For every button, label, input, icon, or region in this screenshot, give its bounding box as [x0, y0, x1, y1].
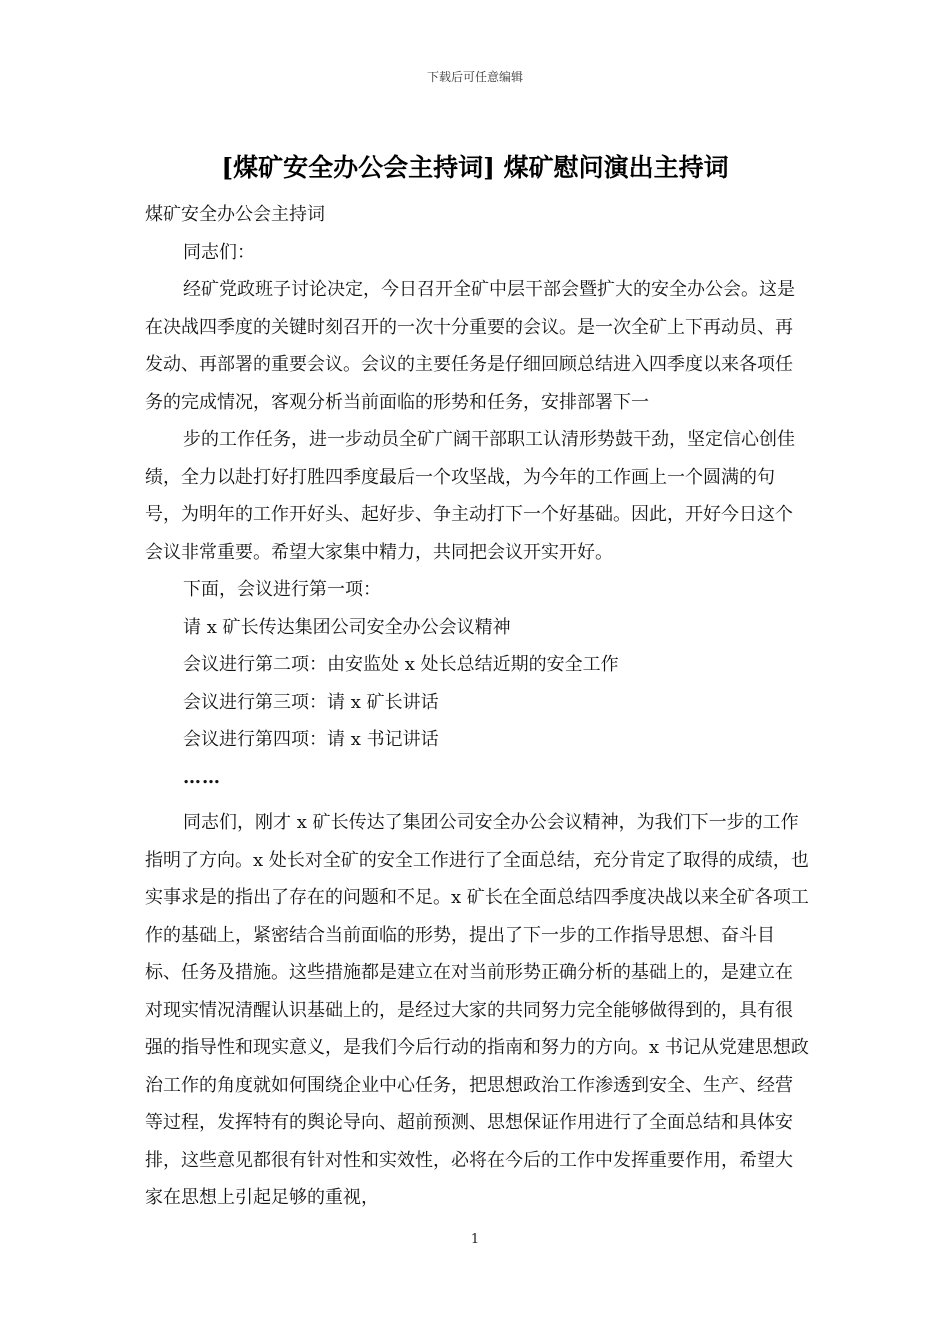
- page-number: 1: [470, 1232, 480, 1247]
- agenda-item-4: 会议进行第四项：请 x 书记讲话: [183, 729, 439, 750]
- greeting: 同志们：: [183, 241, 255, 263]
- paragraph-3: 同志们，刚才 x 矿长传达了集团公司安全办公会议精神，为我们下一步的工作指明了方向。x 处长对全矿的安全工作进行了全面总结，充分肯定了取得的成绩，也实事求是的指出了存在的问题和不足。x 矿长在全面总结四季度决战以来全矿各项工作的基础上，紧密结合当前面临的形势，提出了下一步的工作指导思想、奋斗目标、任务及措施。这些措施都是建立在对当前形势正确分析的基础上的，是建立在对现实情况清醒认识基础上的，是经过大家的共同努力完全能够做得到的，具有很强的指导性和现实意义，是我们今后行动的指南和努力的方向。x 书记从党建思想政治工作的角度就如何围绕企业中心任务，把思想政治工作渗透到安全、生产、经营等过程，发挥特有的舆论导向、超前预测、思想保证作用进行了全面总结和具体安排，这些意见都很有针对性和实效性，必将在今后的工作中发挥重要作用，希望大家在思想上引起足够的重视，: [145, 812, 809, 1208]
- document-title: [煤矿安全办公会主持词] 煤矿慰问演出主持词: [221, 153, 729, 182]
- agenda-item-2: 会议进行第二项：由安监处 x 处长总结近期的安全工作: [183, 654, 619, 675]
- agenda-intro: 下面，会议进行第一项：: [183, 579, 381, 600]
- agenda-item-1: 请 x 矿长传达集团公司安全办公会议精神: [183, 616, 511, 638]
- paragraph-1: 经矿党政班子讨论决定，今日召开全矿中层干部会暨扩大的安全办公会。这是在决战四季度的关键时刻召开的一次十分重要的会议。是一次全矿上下再动员、再发动、再部署的重要会议。会议的主要任务是仔细回顾总结进入四季度以来各项任务的完成情况，客观分析当前面临的形势和任务，安排部署下一: [145, 279, 795, 413]
- agenda-item-3: 会议进行第三项：请 x 矿长讲话: [183, 691, 439, 713]
- subtitle: 煤矿安全办公会主持词: [145, 204, 325, 225]
- page-header: 下载后可任意编辑: [426, 70, 523, 84]
- paragraph-gap: [145, 796, 810, 804]
- paragraph-2: 步的工作任务，进一步动员全矿广阔干部职工认清形势鼓干劲，坚定信心创佳绩，全力以赴打好打胜四季度最后一个攻坚战，为今年的工作画上一个圆满的句号，为明年的工作开好头、起好步、争主动打下一个好基础。因此，开好今日这个会议非常重要。希望大家集中精力，共同把会议开实开好。: [145, 429, 795, 563]
- ellipsis: ……: [183, 766, 221, 788]
- document-body: [145, 196, 810, 1217]
